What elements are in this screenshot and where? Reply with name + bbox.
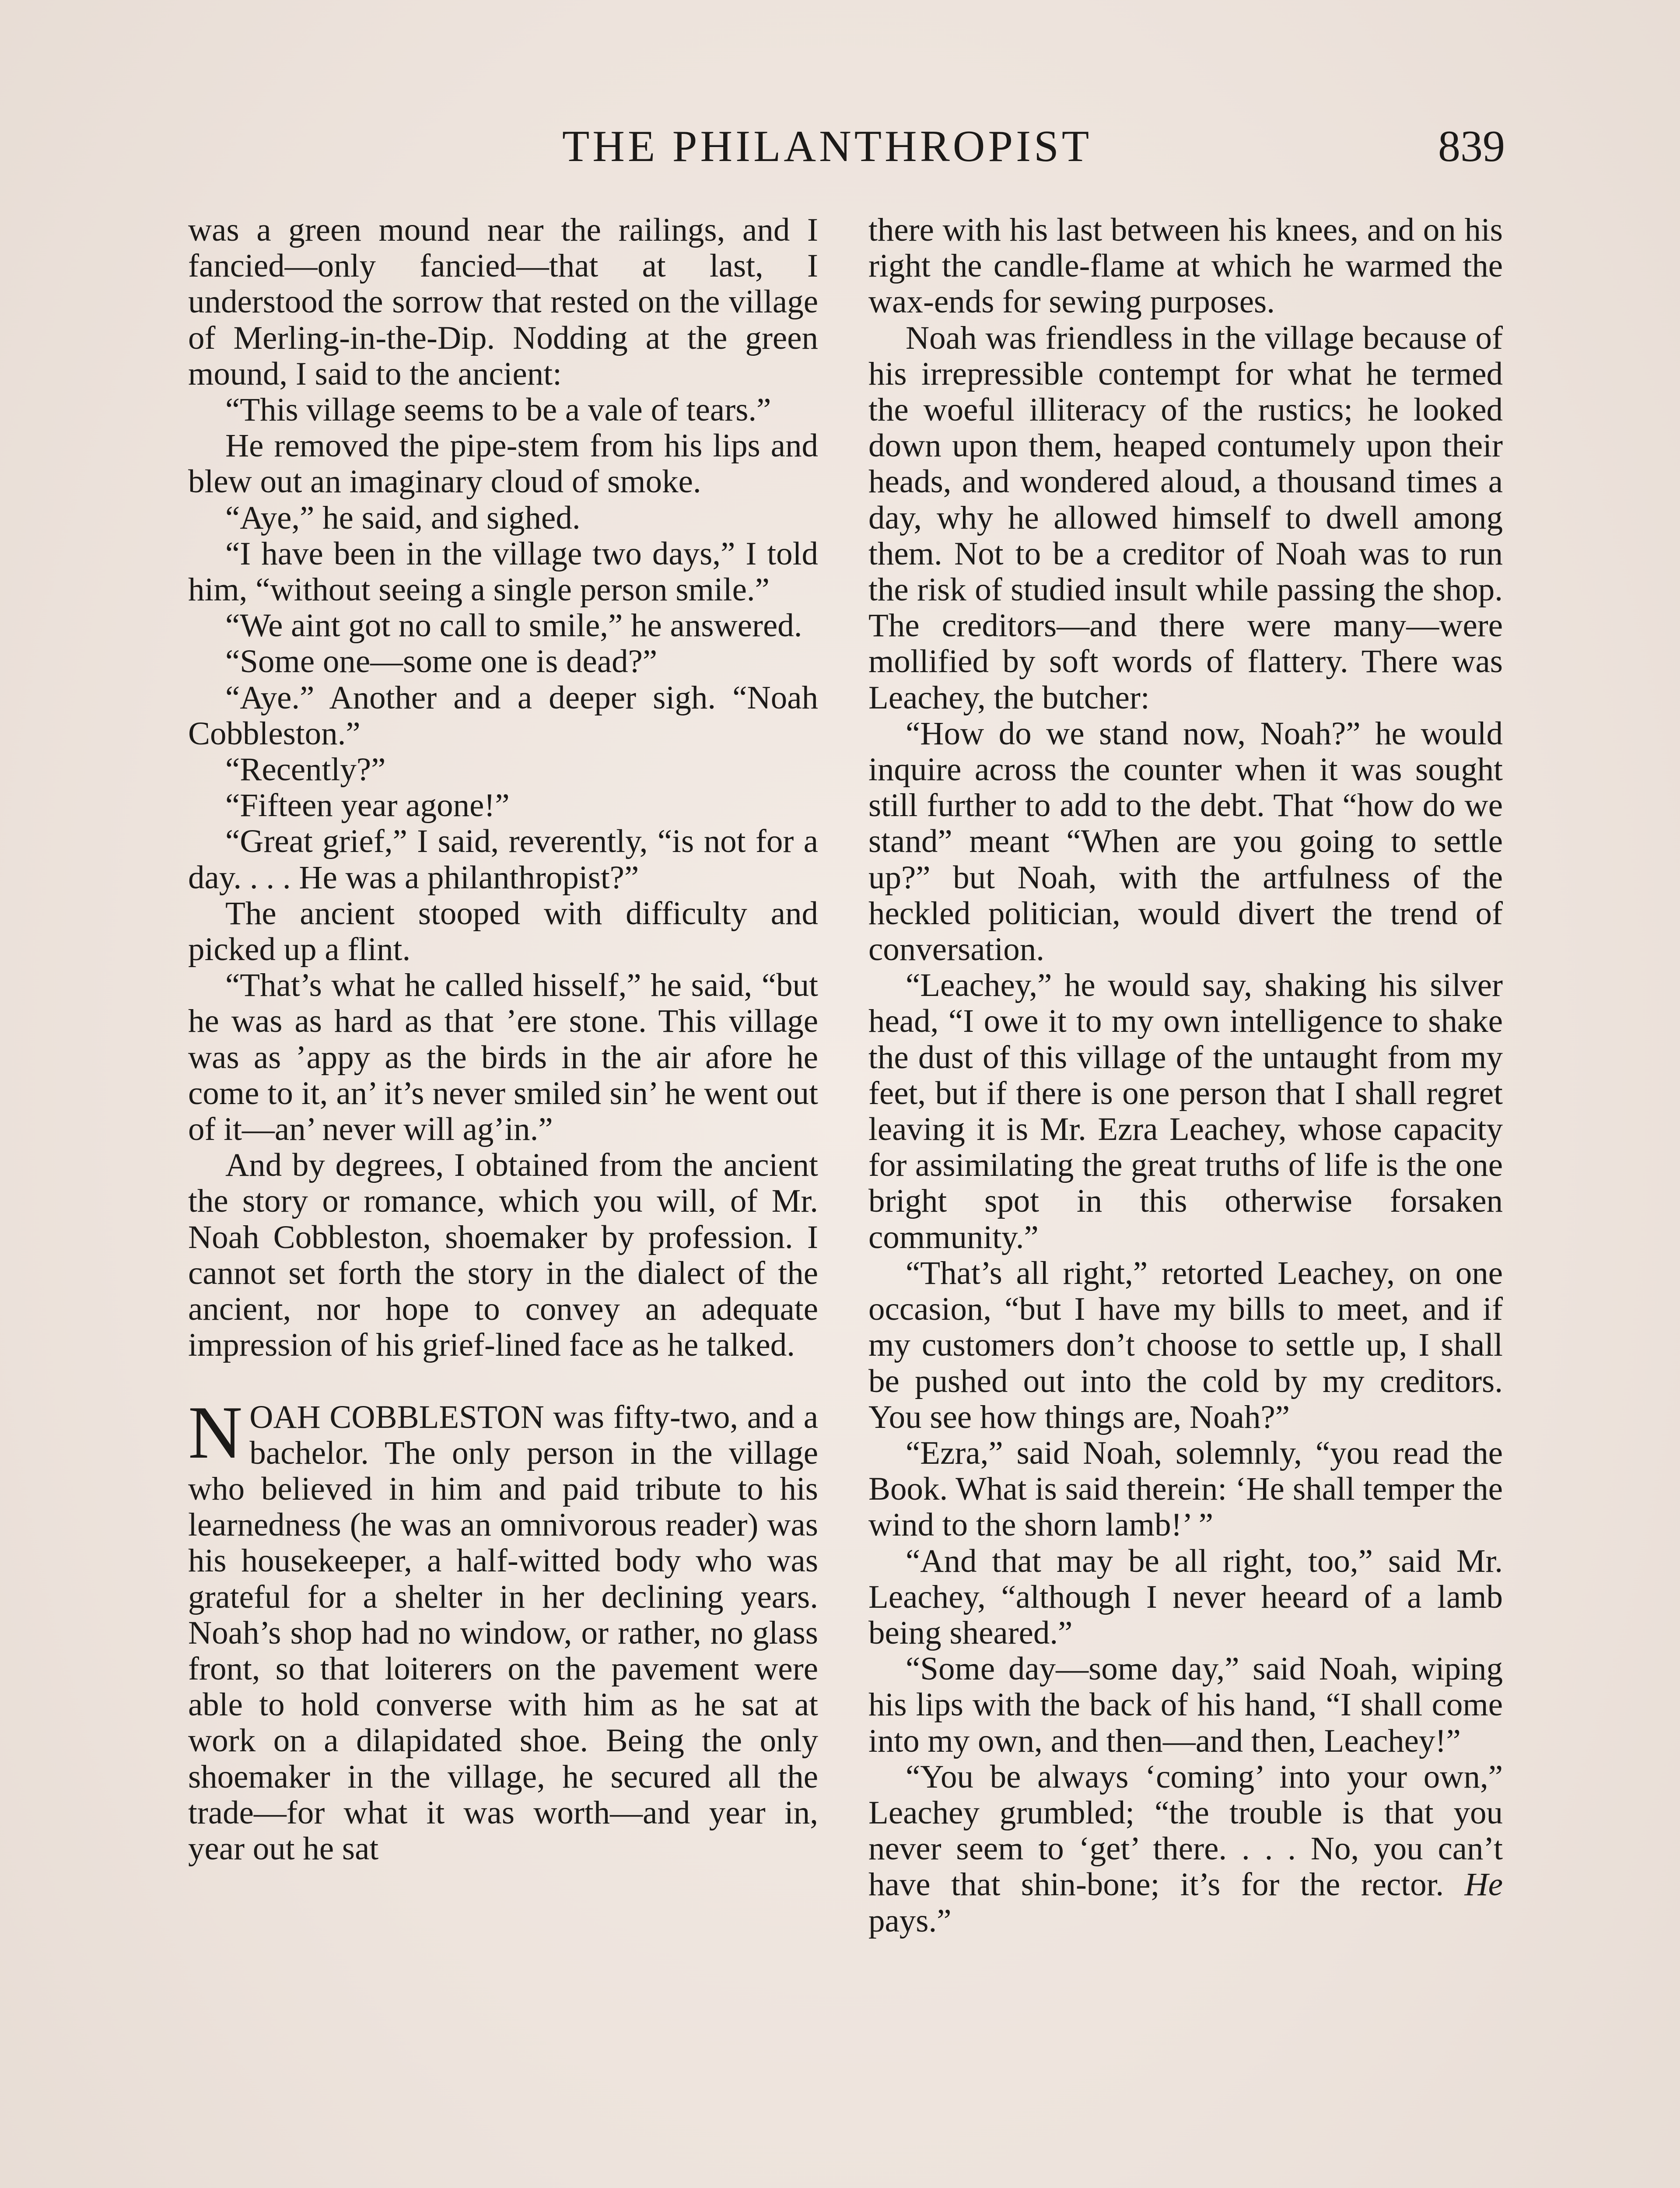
paragraph: “That’s what he called hisself,” he said, “but he was as hard as that ’ere stone. This village was as ’appy as the birds in the air afore he come to it, an’ it’s never smiled sin’ he went out of it—an’ never will ag’in.” bbox=[188, 967, 818, 1148]
paragraph bbox=[868, 1759, 1503, 1939]
paragraph: there with his last between his knees, and on his right the candle-flame at which he warmed the wax-ends for sewing purposes. bbox=[868, 212, 1503, 320]
page-number: 839 bbox=[1438, 122, 1505, 171]
paragraph: “I have been in the village two days,” I told him, “without seeing a single person smile.” bbox=[188, 535, 818, 608]
italic-word: He bbox=[1464, 1866, 1503, 1903]
paragraph: “Great grief,” I said, reverently, “is not for a day. . . . He was a philanthropist?” bbox=[188, 823, 818, 896]
running-title: THE PHILANTHROPIST bbox=[562, 122, 1092, 171]
paragraph: “Fifteen year agone!” bbox=[225, 787, 510, 824]
left-column bbox=[188, 212, 818, 1867]
paragraph: He removed the pipe-stem from his lips and blew out an imaginary cloud of smoke. bbox=[188, 428, 818, 500]
paragraph: was a green mound near the railings, and I fancied—only fancied—that at last, I understood the sorrow that rested on the village of Merling-in-the-Dip. Nodding at the green mound, I said to the ancient: bbox=[188, 212, 818, 392]
paragraph: “And that may be all right, too,” said Mr. Leachey, “although I never heeard of a lamb being sheared.” bbox=[868, 1543, 1503, 1651]
paragraph: “Some one—some one is dead?” bbox=[225, 643, 658, 680]
paragraph: “Some day—some day,” said Noah, wiping his lips with the back of his hand, “I shall come into my own, and then—and then, Leachey!” bbox=[868, 1651, 1503, 1759]
paragraph: “This village seems to be a vale of tears.” bbox=[225, 392, 771, 428]
right-column bbox=[868, 212, 1503, 1939]
paragraph: Noah was friendless in the village because of his irrepressible contempt for what he termed the woeful illiteracy of the rustics; he looked down upon them, heaped contumely upon their heads, and wondered aloud, a thousand times a day, why he allowed himself to dwell among them. Not to be a creditor of Noah was to run the risk of studied insult while passing the shop. The creditors—and there were many—were mollified by soft words of flattery. There was Leachey, the butcher: bbox=[868, 319, 1503, 716]
paragraph-text: pays.” bbox=[868, 1902, 952, 1939]
paragraph: “Ezra,” said Noah, solemnly, “you read the Book. What is said therein: ‘He shall temper the wind to the shorn lamb!’ ” bbox=[868, 1434, 1503, 1543]
paragraph: “That’s all right,” retorted Leachey, on one occasion, “but I have my bills to meet, and if my customers don’t choose to settle up, I shall be pushed out into the cold by my creditors. You see how things are, Noah?” bbox=[868, 1255, 1503, 1435]
paragraph: “Recently?” bbox=[225, 751, 386, 788]
paragraph: “How do we stand now, Noah?” he would inquire across the counter when it was sought still further to add to the debt. That “how do we stand” meant “When are you going to settle up?” but Noah, with the artfulness of the heckled politician, would divert the trend of conversation. bbox=[868, 715, 1503, 968]
paragraph: “Leachey,” he would say, shaking his silver head, “I owe it to my own intelligence to shake the dust of this village of the untaught from my feet, but if there is one person that I shall regret leaving it is Mr. Ezra Leachey, whose capacity for assimilating the great truths of life is the one bright spot in this otherwise forsaken community.” bbox=[868, 967, 1503, 1255]
section-paragraph bbox=[188, 1391, 818, 1867]
paragraph-text: OAH COBBLESTON was fifty-two, and a bachelor. The only person in the village who believed in him and paid tribute to his learnedness (he was an omnivorous reader) was his housekeeper, a half-witted body who was grateful for a shelter in her declining years. Noah’s shop had no window, or rather, no glass front, so that loiterers on the pavement were able to hold converse with him as he sat at work on a dilapidated shoe. Being the only shoemaker in the village, he secured all the trade—for what it was worth—and year in, year out he sat bbox=[188, 1399, 818, 1867]
drop-cap: N bbox=[188, 1391, 243, 1474]
paragraph: “We aint got no call to smile,” he answered. bbox=[225, 607, 802, 644]
paragraph: “Aye.” Another and a deeper sigh. “Noah Cobbleston.” bbox=[188, 679, 818, 752]
paragraph: The ancient stooped with difficulty and picked up a flint. bbox=[188, 895, 818, 968]
paragraph-text: “You be always ‘coming’ into your own,” Leachey grumbled; “the trouble is that you never seem to ‘get’ there. . . . No, you can’t have that shin-bone; it’s for the rector. bbox=[868, 1758, 1503, 1903]
running-header bbox=[188, 123, 1505, 171]
paragraph: “Aye,” he said, and sighed. bbox=[225, 499, 581, 536]
paragraph: And by degrees, I obtained from the ancient the story or romance, which you will, of Mr. Noah Cobbleston, shoemaker by profession. I cannot set forth the story in the dialect of the ancient, nor hope to convey an adequate impression of his grief-lined face as he talked. bbox=[188, 1147, 818, 1364]
